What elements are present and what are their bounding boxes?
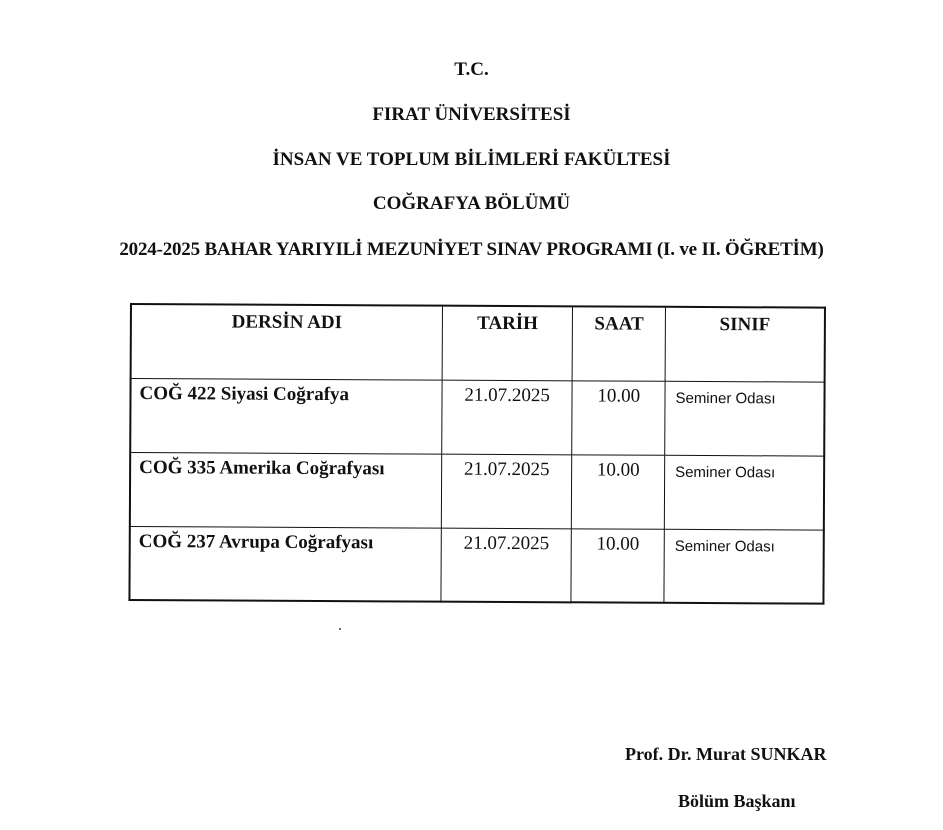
column-header-date: TARİH xyxy=(442,306,573,381)
table-row xyxy=(129,526,823,604)
header-line-department: COĞRAFYA BÖLÜMÜ xyxy=(372,193,571,214)
exam-room-cell: Seminer Odası xyxy=(665,381,825,456)
exam-time-cell: 10.00 xyxy=(572,380,665,454)
exam-date-cell: 21.07.2025 xyxy=(441,454,572,529)
exam-date-cell: 21.07.2025 xyxy=(442,380,573,455)
header-line-country: T.C. xyxy=(454,59,489,80)
exam-date-cell: 21.07.2025 xyxy=(441,528,572,603)
exam-room-cell: Seminer Odası xyxy=(664,455,824,530)
header-line-faculty: İNSAN VE TOPLUM BİLİMLERİ FAKÜLTESİ xyxy=(272,149,671,170)
table-header-row xyxy=(131,304,825,382)
table-row xyxy=(130,452,824,530)
column-header-course: DERSİN ADI xyxy=(131,304,443,380)
exam-room-cell: Seminer Odası xyxy=(664,529,824,604)
exam-time-cell: 10.00 xyxy=(572,454,665,528)
course-name-cell: COĞ 335 Amerika Coğrafyası xyxy=(130,452,442,528)
exam-schedule-table xyxy=(128,303,826,605)
signatory-title: Bölüm Başkanı xyxy=(678,791,796,811)
table-row xyxy=(130,378,824,456)
signatory-name: Prof. Dr. Murat SUNKAR xyxy=(625,744,827,764)
column-header-time: SAAT xyxy=(573,306,666,380)
header-line-program-title: 2024-2025 BAHAR YARIYILİ MEZUNİYET SINAV PROGRAMI (I. ve II. ÖĞRETİM) xyxy=(119,239,824,260)
header-line-university: FIRAT ÜNİVERSİTESİ xyxy=(372,104,571,125)
scan-speck xyxy=(339,628,341,630)
course-name-cell: COĞ 237 Avrupa Coğrafyası xyxy=(129,526,441,602)
column-header-room: SINIF xyxy=(665,307,825,382)
course-name-cell: COĞ 422 Siyasi Coğrafya xyxy=(130,378,442,454)
exam-time-cell: 10.00 xyxy=(571,528,664,602)
